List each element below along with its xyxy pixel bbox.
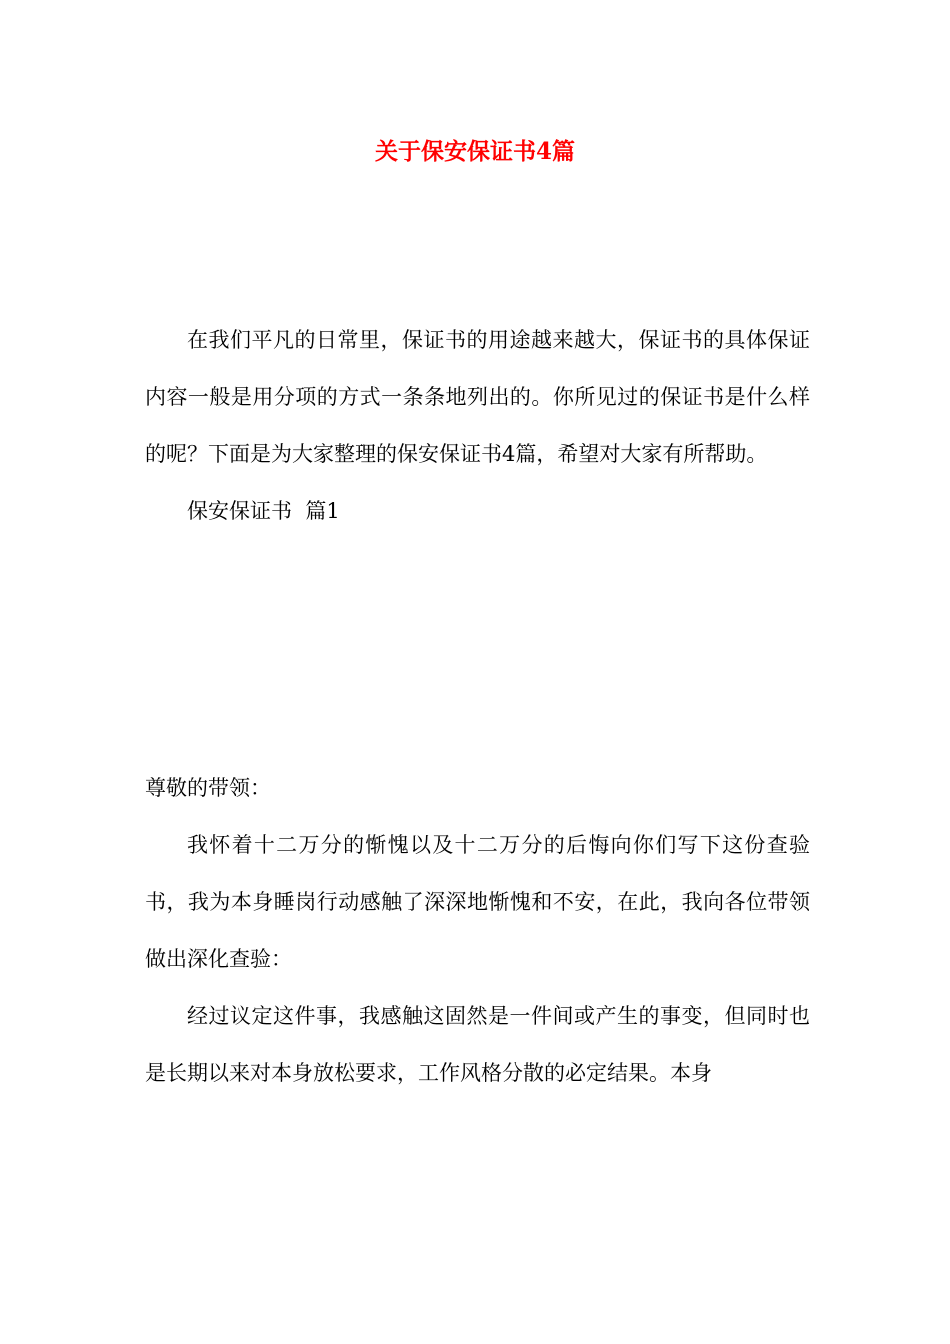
salutation: 尊敬的带领：	[145, 776, 271, 800]
letter-block	[145, 760, 810, 1102]
body-paragraph-2: 经过议定这件事，我感触这固然是一件间或产生的事变，但同时也是长期以来对本身放松要求，工作风格分散的必定结果。本身	[145, 1004, 810, 1085]
body-paragraph-1: 我怀着十二万分的惭愧以及十二万分的后悔向你们写下这份查验书，我为本身睡岗行动感触了深深地惭愧和不安，在此，我向各位带领做出深化查验：	[145, 833, 810, 971]
intro-paragraph: 在我们平凡的日常里，保证书的用途越来越大，保证书的具体保证内容一般是用分项的方式一条条地列出的。你所见过的保证书是什么样的呢？下面是为大家整理的保安保证书4篇，希望对大家有所帮助。	[145, 328, 810, 466]
section-heading: 保安保证书 篇1	[187, 499, 340, 523]
document-title: 关于保安保证书4篇	[374, 138, 575, 165]
intro-block	[145, 312, 810, 540]
